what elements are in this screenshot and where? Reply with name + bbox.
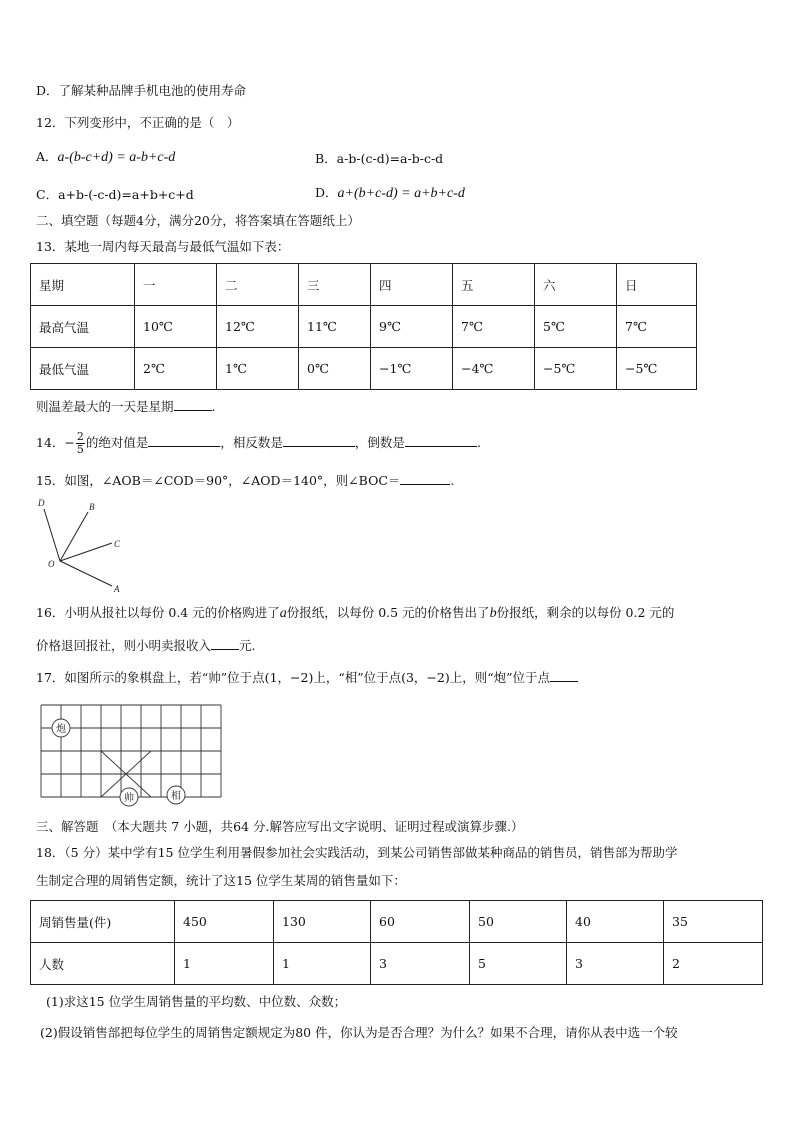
answer-blank — [283, 433, 355, 447]
sales-table — [30, 900, 763, 985]
board-grid — [41, 705, 221, 797]
table-cell: 星期 — [31, 264, 135, 306]
table-cell: 日 — [617, 264, 697, 306]
table-cell: 五 — [453, 264, 535, 306]
table-cell: 四 — [371, 264, 453, 306]
angle-figure — [30, 495, 140, 595]
svg-text:炮: 炮 — [56, 724, 66, 735]
fraction: $\frac{2}{5}$ — [76, 430, 84, 456]
q18-subquestion-1: (1)求这15 位学生周销售量的平均数、中位数、众数； — [46, 994, 347, 1009]
svg-text:帅: 帅 — [124, 793, 134, 804]
table-cell: −5℃ — [617, 348, 697, 390]
table-cell: 一 — [135, 264, 217, 306]
q16-line-2: 价格退回报社，则小明卖报收入 元. — [36, 638, 256, 653]
piece-shuai — [120, 788, 138, 806]
table-cell: 1 — [274, 943, 371, 985]
table-row — [31, 348, 697, 390]
answer-blank — [550, 668, 578, 682]
table-cell: 1℃ — [217, 348, 299, 390]
q13-answer-line: 则温差最大的一天是星期 . — [36, 399, 216, 414]
answer-blank — [400, 471, 450, 485]
table-cell: 周销售量(件) — [31, 901, 175, 943]
table-cell: 11℃ — [299, 306, 371, 348]
q17-stem: 17．如图所示的象棋盘上，若“帅”位于点(1，−2)上，“相”位于点(3，−2)上，则“炮”位于点 — [36, 668, 578, 687]
answer-blank — [148, 433, 220, 447]
ray-ob — [60, 512, 88, 561]
table-cell: −5℃ — [535, 348, 617, 390]
q12-option-b: B．a-b-(c-d)=a-b-c-d — [315, 151, 444, 166]
table-cell: 5 — [470, 943, 567, 985]
label-b: B — [89, 502, 95, 512]
table-cell: 最低气温 — [31, 348, 135, 390]
q18-subquestion-2: (2)假设销售部把每位学生的周销售定额规定为80 件，你认为是否合理？为什么？如果不合理，请你从表中选一个较 — [40, 1025, 678, 1040]
table-cell: 三 — [299, 264, 371, 306]
table-cell: 9℃ — [371, 306, 453, 348]
table-cell: 7℃ — [453, 306, 535, 348]
table-cell: 130 — [274, 901, 371, 943]
piece-pao — [52, 719, 70, 737]
table-cell: 2℃ — [135, 348, 217, 390]
q18-line-2: 生制定合理的周销售定额，统计了这15 位学生某周的销售量如下： — [36, 873, 406, 888]
table-row — [31, 901, 763, 943]
table-cell: 1 — [175, 943, 274, 985]
table-cell: 12℃ — [217, 306, 299, 348]
piece-xiang — [167, 786, 185, 804]
table-cell: 40 — [567, 901, 664, 943]
table-cell: 50 — [470, 901, 567, 943]
table-cell: 7℃ — [617, 306, 697, 348]
svg-text:相: 相 — [171, 791, 181, 802]
answer-blank — [211, 636, 239, 650]
table-row — [31, 264, 697, 306]
table-cell: 人数 — [31, 943, 175, 985]
ray-oc — [60, 543, 112, 561]
section-2-heading: 二、填空题（每题4分，满分20分，将答案填在答题纸上） — [36, 213, 360, 228]
answer-blank — [405, 433, 477, 447]
q12-option-d: D．a+(b+c-d) = a+b+c-d — [315, 185, 465, 201]
q12-stem: 12．下列变形中，不正确的是（ ） — [36, 115, 240, 130]
ray-od — [44, 509, 60, 561]
table-cell: 3 — [371, 943, 470, 985]
q11-option-d: D．了解某种品牌手机电池的使用寿命 — [36, 83, 247, 98]
label-d: D — [38, 498, 45, 508]
ray-oa — [60, 561, 112, 586]
table-cell: 0℃ — [299, 348, 371, 390]
q13-stem: 13．某地一周内每天最高与最低气温如下表： — [36, 239, 290, 254]
table-row — [31, 306, 697, 348]
table-row — [31, 943, 763, 985]
table-cell: 450 — [175, 901, 274, 943]
table-cell: 最高气温 — [31, 306, 135, 348]
table-cell: 35 — [664, 901, 763, 943]
q18-line-1: 18．（5 分）某中学有15 位学生利用暑假参加社会实践活动，到某公司销售部做某种商品的销售员，销售部为帮助学 — [36, 845, 678, 860]
table-cell: 二 — [217, 264, 299, 306]
q12-option-a: A．a-(b-c+d) = a-b+c-d — [36, 149, 176, 165]
temperature-table — [30, 263, 697, 390]
chessboard-figure — [36, 700, 226, 810]
table-cell: 2 — [664, 943, 763, 985]
label-o: O — [48, 559, 55, 569]
q16-line-1: 16．小明从报社以每份 0.4 元的价格购进了a份报纸，以每份 0.5 元的价格售出了b份报纸，剩余的以每份 0.2 元的 — [36, 605, 675, 621]
table-cell: 10℃ — [135, 306, 217, 348]
q14-line: 14．− $\frac{2}{5}$ 的绝对值是 ，相反数是 ，倒数是 . — [36, 430, 481, 456]
section-3-heading: 三、解答题 （本大题共 7 小题，共64 分.解答应写出文字说明、证明过程或演算步骤.） — [36, 819, 524, 834]
table-cell: −1℃ — [371, 348, 453, 390]
q12-option-c: C．a+b-(-c-d)=a+b+c+d — [36, 187, 194, 202]
table-cell: 六 — [535, 264, 617, 306]
q15-stem: 15．如图，∠AOB＝∠COD＝90°，∠AOD＝140°，则∠BOC＝ . — [36, 473, 455, 488]
label-a: A — [114, 584, 120, 594]
answer-blank — [174, 397, 212, 411]
table-cell: −4℃ — [453, 348, 535, 390]
table-cell: 5℃ — [535, 306, 617, 348]
label-c: C — [114, 539, 121, 549]
table-cell: 3 — [567, 943, 664, 985]
table-cell: 60 — [371, 901, 470, 943]
